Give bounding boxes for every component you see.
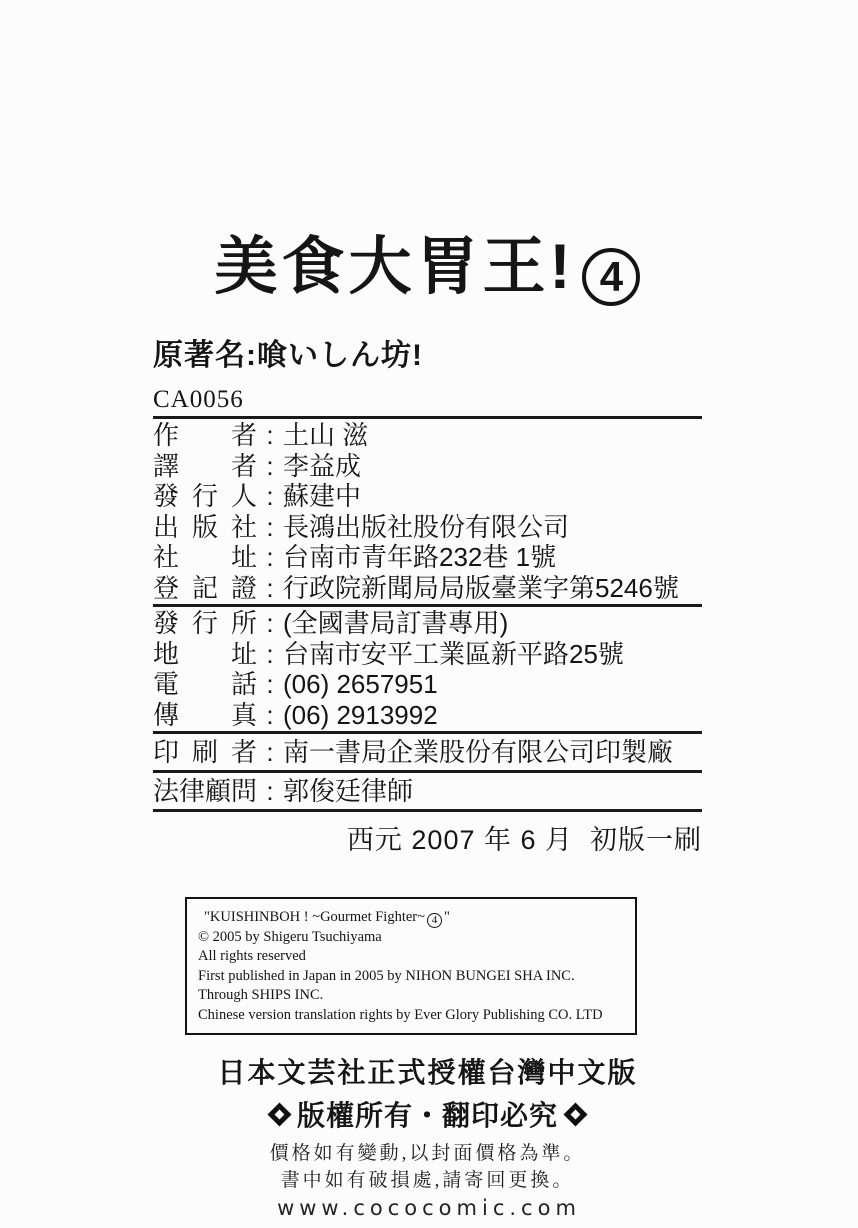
table-row xyxy=(153,735,702,769)
row-colon: : xyxy=(266,420,274,450)
row-label: 譯者 xyxy=(153,450,257,481)
damage-note: 書中如有破損處,請寄回更換。 xyxy=(280,1170,575,1191)
table-row xyxy=(153,573,702,604)
rights-reserved-line xyxy=(153,1094,702,1134)
copyright-line: All rights reserved xyxy=(198,948,306,964)
row-label: 發行人 xyxy=(153,481,257,511)
publisher-info-group xyxy=(153,420,702,603)
row-label: 地址 xyxy=(153,638,257,669)
printer-info-group xyxy=(153,735,702,769)
row-colon: : xyxy=(266,776,274,806)
divider xyxy=(153,809,702,812)
row-colon: : xyxy=(266,608,274,638)
row-value: 行政院新聞局局版臺業字第5246號 xyxy=(283,572,679,603)
page-title xyxy=(153,224,702,310)
table-row xyxy=(153,608,702,639)
copyright-line: First published in Japan in 2005 by NIHON BUNGEI SHA INC. xyxy=(198,967,575,984)
copyright-box xyxy=(185,897,637,1035)
row-value: 郭俊廷律師 xyxy=(283,776,414,806)
row-value: (06) 2657951 xyxy=(283,669,438,699)
table-row xyxy=(153,669,702,700)
content-column xyxy=(153,0,702,1194)
copyright-line: Through SHIPS INC. xyxy=(198,987,324,1003)
row-colon: : xyxy=(266,450,274,481)
table-row xyxy=(153,481,702,512)
rights-text: 版權所有・翻印必究 xyxy=(296,1100,558,1131)
row-label: 社址 xyxy=(153,542,257,572)
copyright-title-post: " xyxy=(443,909,450,925)
table-row xyxy=(153,451,702,482)
circled-4-icon: 4 xyxy=(582,248,640,306)
table-row xyxy=(153,420,702,451)
row-label: 印刷者 xyxy=(153,737,257,767)
table-row xyxy=(153,700,702,731)
product-code: CA0056 xyxy=(153,386,244,413)
divider xyxy=(153,731,702,734)
row-value: (全國書局訂書專用) xyxy=(283,608,509,638)
row-value: 台南市安平工業區新平路25號 xyxy=(283,638,624,669)
row-label: 法律顧問 xyxy=(153,776,258,806)
row-colon: : xyxy=(266,699,274,730)
copyright-title-pre: "KUISHINBOH ! ~Gourmet Fighter~ xyxy=(204,909,425,925)
table-row xyxy=(153,774,702,808)
row-label: 出版社 xyxy=(153,511,257,542)
row-colon: : xyxy=(266,669,274,699)
row-label: 作者 xyxy=(153,420,257,450)
diamond-icon xyxy=(267,1102,291,1126)
divider xyxy=(153,770,702,773)
watermark-url: www.cococomic.com xyxy=(277,1196,581,1220)
price-note: 價格如有變動,以封面價格為準。 xyxy=(269,1143,586,1164)
table-row xyxy=(153,639,702,670)
row-label: 發行所 xyxy=(153,608,257,638)
original-title: 原著名:喰いしん坊! xyxy=(153,339,423,372)
row-label: 傳真 xyxy=(153,699,257,730)
row-colon: : xyxy=(266,481,274,511)
row-value: 台南市青年路232巷 1號 xyxy=(283,542,557,572)
row-label: 電話 xyxy=(153,669,257,699)
diamond-icon xyxy=(563,1102,587,1126)
distributor-info-group xyxy=(153,608,702,730)
divider xyxy=(153,604,702,607)
legal-info-group xyxy=(153,774,702,808)
row-value: 李益成 xyxy=(283,450,362,481)
edition-date: 西元 2007 年 6 月 初版一刷 xyxy=(346,825,702,855)
row-value: 南一書局企業股份有限公司印製廠 xyxy=(283,737,674,767)
row-colon: : xyxy=(266,542,274,572)
divider xyxy=(153,416,702,419)
row-colon: : xyxy=(266,737,274,767)
circled-4-small-icon: 4 xyxy=(427,913,442,928)
row-value: 蘇建中 xyxy=(283,481,362,511)
copyright-line: © 2005 by Shigeru Tsuchiyama xyxy=(198,928,382,945)
row-colon: : xyxy=(266,572,274,603)
table-row xyxy=(153,512,702,543)
table-row xyxy=(153,542,702,573)
row-value: (06) 2913992 xyxy=(283,699,438,730)
row-label: 登記證 xyxy=(153,572,257,603)
row-value: 長鴻出版社股份有限公司 xyxy=(283,511,570,542)
row-value: 土山 滋 xyxy=(283,420,369,450)
copyright-line xyxy=(198,908,625,928)
book-title: 美食大胃王! xyxy=(214,232,575,302)
authorized-edition-line: 日本文芸社正式授權台灣中文版 xyxy=(217,1057,638,1088)
row-colon: : xyxy=(266,511,274,542)
row-colon: : xyxy=(266,638,274,669)
copyright-line: Chinese version translation rights by Ever Glory Publishing CO. LTD xyxy=(198,1006,603,1023)
